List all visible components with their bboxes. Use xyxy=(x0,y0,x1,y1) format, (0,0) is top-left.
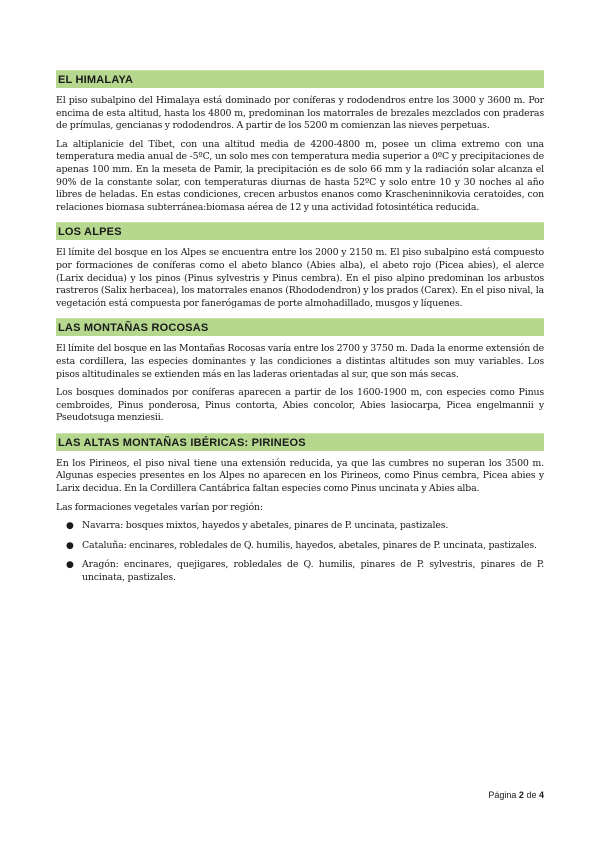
paragraph-himalaya-1: El piso subalpino del Himalaya está dominado por coníferas y rododendros entre los 3000 y 3600 m. Por encima de esta altitud, hasta los 4800 m, predominan los matorrales de brezales mezclados con praderas de prímulas, gencianas y rododendros. A partir de los 5200 m comienzan las nieves perpetuas. xyxy=(56,95,544,132)
section-heading-himalaya: EL HIMALAYA xyxy=(56,70,544,88)
section-heading-rocosas: LAS MONTAÑAS ROCOSAS xyxy=(56,318,544,336)
region-list xyxy=(56,520,544,584)
page-number xyxy=(488,790,544,800)
page-current: 2 xyxy=(518,790,524,800)
page-sep: de xyxy=(526,790,537,800)
list-item-text: Aragón: encinares, quejigares, robledales de Q. humilis, pinares de P. sylvestris, pinares de P. uncinata, pastizales. xyxy=(82,559,544,584)
list-item xyxy=(56,540,544,553)
paragraph-pirineos-2: Las formaciones vegetales varían por región: xyxy=(56,501,263,513)
bullet-icon: ● xyxy=(66,540,74,551)
page-total: 4 xyxy=(538,790,544,800)
list-item-text: Navarra: bosques mixtos, hayedos y abetales, pinares de P. uncinata, pastizales. xyxy=(82,520,449,532)
list-item-text: Cataluña: encinares, robledales de Q. humilis, hayedos, abetales, pinares de P. uncinata, pastizales. xyxy=(82,539,537,551)
paragraph-alpes-1: El límite del bosque en los Alpes se encuentra entre los 2000 y 2150 m. El piso subalpino está compuesto por formaciones de coníferas como el abeto blanco (Abies alba), el abeto rojo (Picea abies), el alerce (Larix decidua) y los pinos (Pinus sylvestris y Pinus cembra). En el piso alpino predominan los arbustos rastreros (Salix herbacea), los matorrales enanos (Rhododendron) y los prados (Carex). En el piso nival, la vegetación está compuesta por fanerógamas de porte almohadillado, musgos y líquenes. xyxy=(56,247,544,309)
section-heading-pirineos: LAS ALTAS MONTAÑAS IBÉRICAS: PIRINEOS xyxy=(56,433,544,451)
bullet-icon: ● xyxy=(66,560,74,571)
list-item xyxy=(56,559,544,584)
paragraph-pirineos-1: En los Pirineos, el piso nival tiene una extensión reducida, ya que las cumbres no superan los 3500 m. Algunas especies presentes en los Alpes no aparecen en los Pirineos, como Pinus cembra, Picea abies y Larix decidua. En la Cordillera Cantábrica faltan especies como Pinus uncinata y Abies alba. xyxy=(56,457,544,495)
section-heading-alpes: LOS ALPES xyxy=(56,222,544,240)
paragraph-himalaya-2: La altiplanicie del Tíbet, con una altitud media de 4200-4800 m, posee un clima extremo con una temperatura media anual de -5ºC, un solo mes con temperatura media superior a 0ºC y precipitaciones de apenas 100 mm. En la meseta de Pamir, la precipitación es de solo 66 mm y la radiación solar alcanza el 90% de la constante solar, con temperaturas diurnas de hasta 52ºC y solo entre 10 y 30 noches al año libres de heladas. En estas condiciones, crecen arbustos enanos como Krascheninnikovia ceratoides, con relaciones biomasa subterránea:biomasa aérea de 12 y una actividad fotosintética reducida. xyxy=(56,138,544,213)
document-page xyxy=(56,70,544,592)
bullet-icon: ● xyxy=(66,521,74,532)
page-label: Página xyxy=(488,790,517,800)
list-item xyxy=(56,520,544,533)
paragraph-rocosas-1: El límite del bosque en las Montañas Rocosas varía entre los 2700 y 3750 m. Dada la enorme extensión de esta cordillera, las especies dominantes y las condiciones a distintas altitudes son muy variables. Los pisos altitudinales se extienden más en las laderas orientadas al sur, que son más secas. xyxy=(56,343,544,380)
paragraph-rocosas-2: Los bosques dominados por coníferas aparecen a partir de los 1600-1900 m, con especies como Pinus cembroides, Pinus ponderosa, Pinus contorta, Abies concolor, Abies lasiocarpa, Picea engelmannii y Pseudotsuga menziesii. xyxy=(56,387,544,424)
